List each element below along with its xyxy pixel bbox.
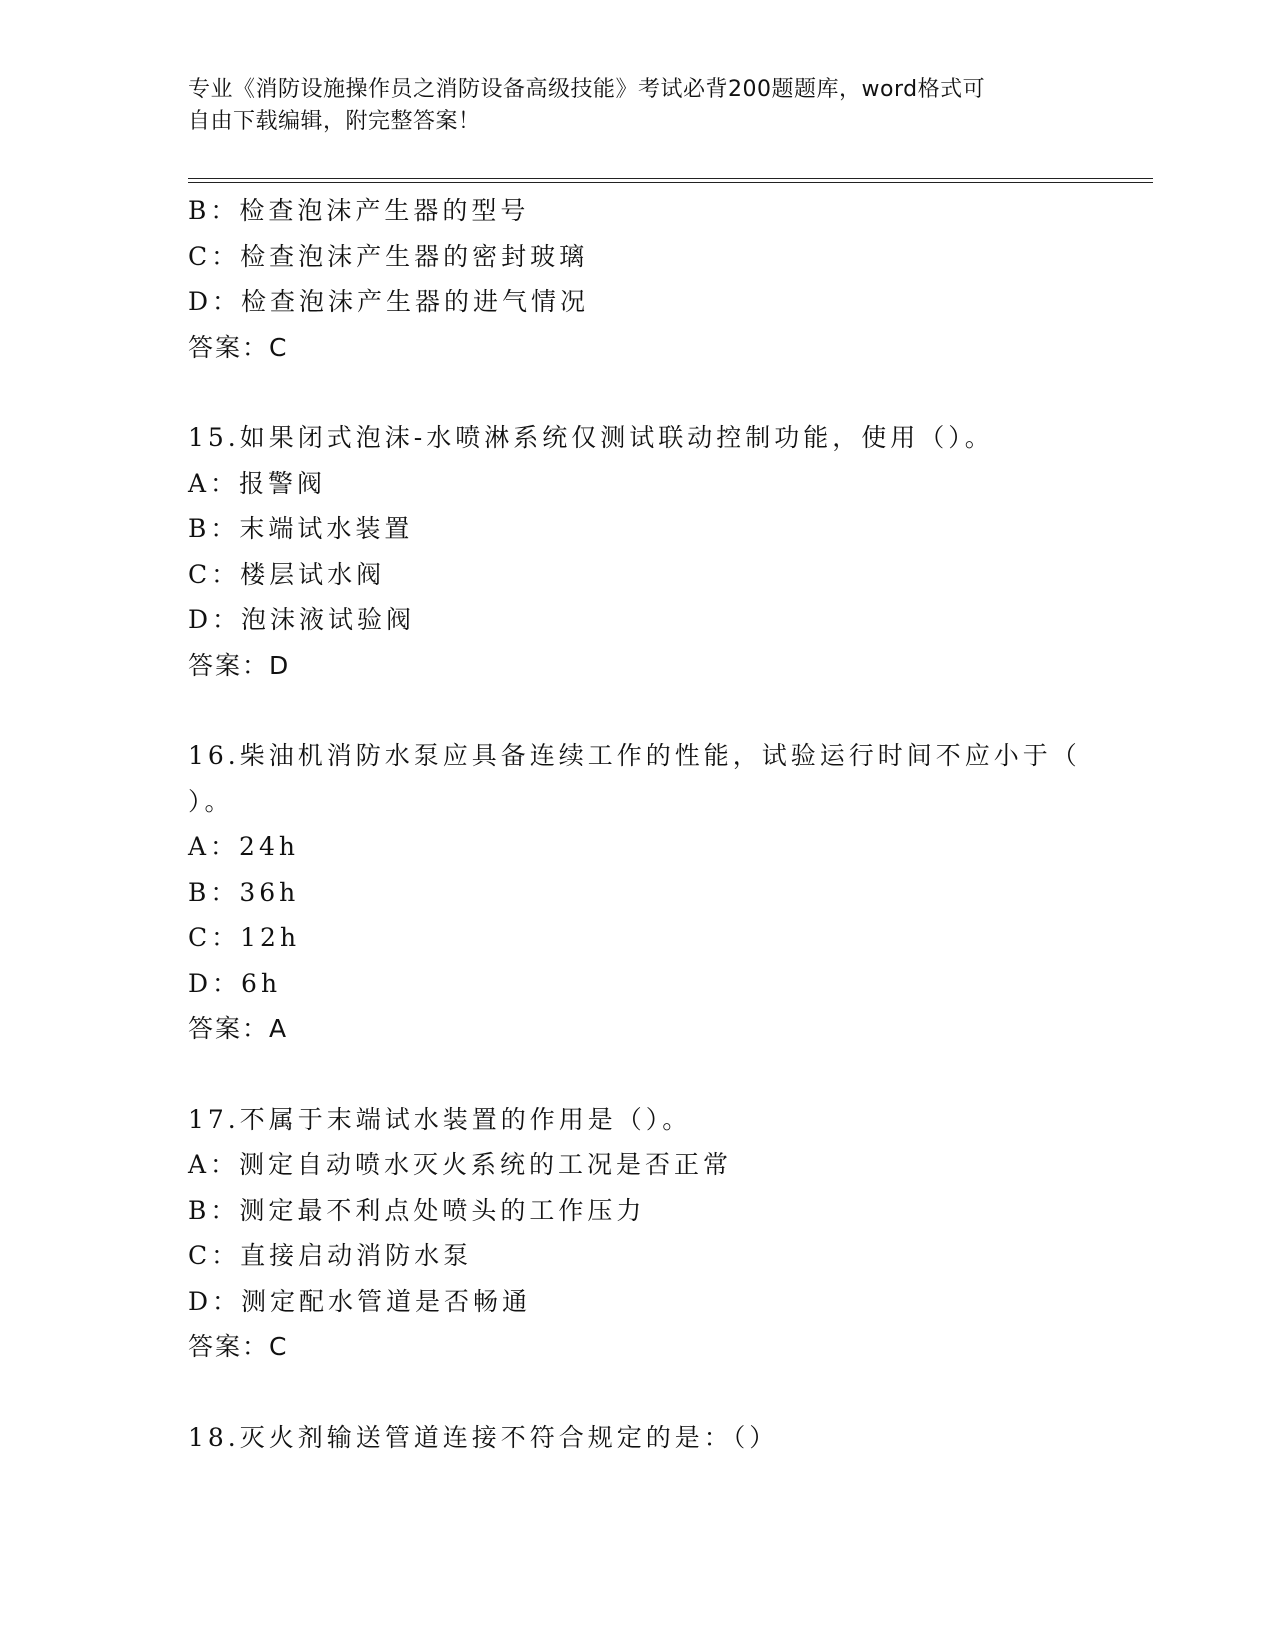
option-a: A：24h [188, 832, 299, 861]
question-14-tail [188, 188, 1088, 370]
option-c: C：直接启动消防水泵 [188, 1241, 473, 1270]
spacer [188, 370, 1088, 415]
answer: 答案：D [188, 650, 291, 680]
option-b: B：测定最不利点处喷头的工作压力 [188, 1195, 646, 1225]
option-d: D：检查泡沫产生器的进气情况 [188, 287, 590, 316]
answer: 答案：A [188, 1014, 289, 1043]
option-b: B：检查泡沫产生器的型号 [188, 196, 530, 225]
question-stem: 18.灭火剂输送管道连接不符合规定的是：（） [188, 1422, 779, 1452]
answer: 答案：C [188, 1332, 289, 1361]
question-list [188, 188, 1088, 1460]
spacer [188, 1370, 1088, 1415]
header-divider-bottom [188, 182, 1153, 183]
option-c: C：楼层试水阀 [188, 559, 386, 589]
option-d: D：测定配水管道是否畅通 [188, 1286, 532, 1316]
option-b: B：末端试水装置 [188, 514, 414, 543]
question-stem: 15.如果闭式泡沫-水喷淋系统仅测试联动控制功能，使用（）。 [188, 423, 994, 452]
question-stem-line-2: ）。 [188, 786, 234, 816]
option-a: A：报警阀 [188, 468, 327, 498]
spacer [188, 688, 1088, 733]
option-d: D：泡沫液试验阀 [188, 605, 416, 634]
question-16 [188, 733, 1088, 1052]
option-c: C：12h [188, 923, 301, 952]
header-divider-top [188, 178, 1153, 179]
answer: 答案：C [188, 332, 289, 362]
header-line-1: 专业《消防设施操作员之消防设备高级技能》考试必背200题题库，word格式可 [188, 77, 986, 102]
option-a: A：测定自动喷水灭火系统的工况是否正常 [188, 1150, 733, 1179]
document-header [188, 74, 1088, 138]
question-17 [188, 1097, 1088, 1370]
question-stem: 17.不属于末端试水装置的作用是（）。 [188, 1104, 692, 1134]
option-b: B：36h [188, 877, 300, 907]
question-18 [188, 1415, 1088, 1461]
question-15 [188, 415, 1088, 688]
spacer [188, 1052, 1088, 1097]
option-c: C：检查泡沫产生器的密封玻璃 [188, 241, 589, 271]
question-stem-line-1: 16.柴油机消防水泵应具备连续工作的性能，试验运行时间不应小于（ [188, 741, 1081, 770]
header-line-2: 自由下载编辑，附完整答案！ [188, 109, 481, 134]
option-d: D：6h [188, 968, 282, 998]
